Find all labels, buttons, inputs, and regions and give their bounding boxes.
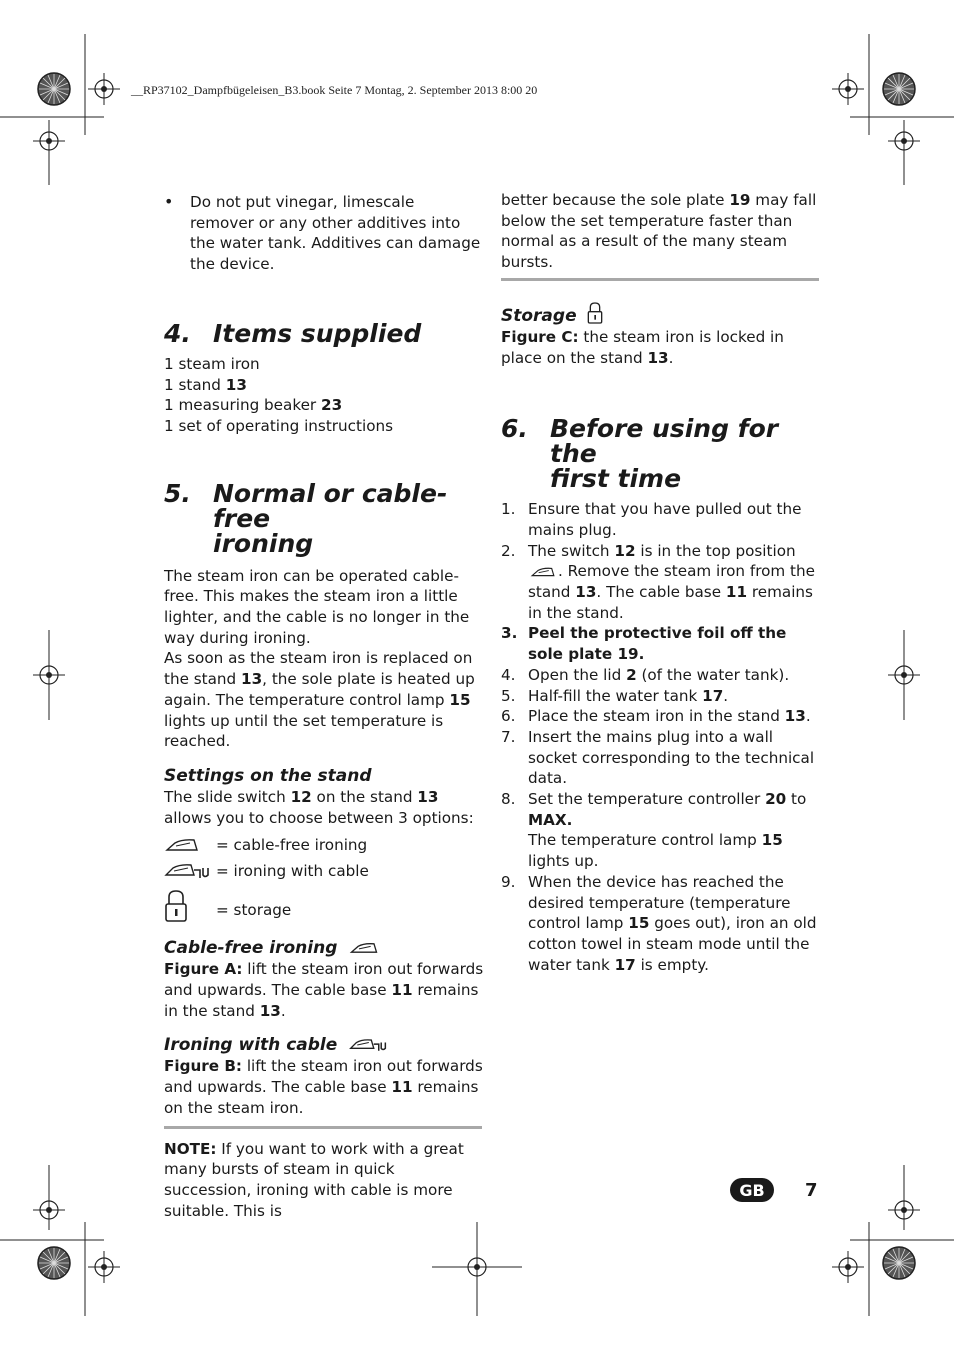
cable-free-iron-icon: [349, 941, 379, 955]
cable-free-paragraph: Figure A: lift the steam iron out forwards and upwards. The cable base 11 remains in the stand 13.: [164, 960, 484, 1020]
step-3: 3. Peel the protective foil off the sole plate 19.: [501, 624, 787, 664]
lock-icon: [164, 889, 216, 923]
settings-paragraph: The slide switch 12 on the stand 13 allows you to choose between 3 options:: [164, 787, 474, 827]
section-5-paragraph-2: As soon as the steam iron is replaced on the stand 13, the sole plate is heated up again. The temperature control lamp 15 lights up until the set temperature is reached.: [164, 649, 475, 751]
option-with-cable: [164, 860, 484, 882]
settings-heading: Settings on the stand: [164, 765, 372, 786]
item-stand: 1 stand 13: [164, 375, 247, 394]
step-5: 5. Half-fill the water tank 17.: [501, 686, 729, 705]
section-5-paragraph-1: The steam iron can be operated cable-free. This makes the steam iron a little lighter, and the cable is no longer in the way during ironing.: [164, 566, 470, 647]
step-4: 4. Open the lid 2 (of the water tank).: [501, 665, 790, 684]
section-5-heading: [164, 478, 484, 558]
option-with-cable-label: = ironing with cable: [216, 862, 369, 881]
setup-steps: [501, 499, 821, 975]
note-paragraph: NOTE: If you want to work with a great many bursts of steam in quick succession, ironing with cable is more suitable. This is: [164, 1139, 464, 1220]
storage-paragraph: Figure C: the steam iron is locked in place on the stand 13.: [501, 327, 784, 367]
item-steam-iron: 1 steam iron: [164, 354, 260, 373]
country-badge: GB: [730, 1178, 774, 1202]
section-4-heading: [164, 318, 484, 348]
page-number: 7: [805, 1179, 818, 1201]
item-measuring-beaker: 1 measuring beaker 23: [164, 396, 343, 415]
step-1: 1. Ensure that you have pulled out the mains plug.: [501, 500, 802, 539]
bullet-text: Do not put vinegar, limescale remover or any other additives into the water tank. Additives can damage the device.: [190, 193, 481, 274]
note-continuation: better because the sole plate 19 may fall below the set temperature faster than normal as a result of the many steam bursts.: [501, 191, 817, 272]
cable-free-iron-icon: [164, 837, 216, 853]
cable-iron-icon: [164, 862, 216, 880]
section-6-number: 6.: [501, 414, 528, 444]
step-7: 7. Insert the mains plug into a wall socket corresponding to the technical data.: [501, 727, 815, 788]
section-6-heading: [501, 414, 821, 494]
section-4-number: 4.: [164, 318, 191, 348]
bullet-item: [164, 192, 484, 275]
option-cable-free-label: = cable-free ironing: [216, 836, 368, 855]
cable-iron-icon: [349, 1037, 387, 1053]
with-cable-heading: Ironing with cable: [164, 1034, 484, 1056]
note-divider: [164, 1126, 482, 1129]
section-6-title: Before using for the first time: [550, 414, 779, 494]
step-8: 8. Set the temperature controller 20 to MAX. The temperature control lamp 15 lights up.: [501, 790, 807, 871]
left-column: [164, 190, 484, 1221]
page-footer: [730, 1178, 818, 1202]
lock-icon: [587, 301, 603, 325]
cable-free-heading: Cable-free ironing: [164, 937, 484, 959]
bullet-dot: •: [164, 192, 174, 211]
section-4-title: Items supplied: [213, 318, 422, 348]
note-end-divider: [501, 278, 819, 281]
section-5-title: Normal or cable-free ironing: [213, 478, 448, 558]
items-list: [164, 354, 484, 437]
storage-heading: Storage: [501, 305, 821, 327]
step-2: 2. The switch 12 is in the top position . Remove the steam iron from the stand 13. The cable base 11 remains in the stand.: [501, 541, 815, 622]
option-storage-label: = storage: [216, 901, 292, 920]
cable-free-iron-icon: [530, 566, 556, 578]
item-instructions: 1 set of operating instructions: [164, 416, 394, 435]
option-storage: [164, 888, 484, 924]
section-5-number: 5.: [164, 478, 191, 508]
option-cable-free: [164, 834, 484, 856]
step-9: 9. When the device has reached the desired temperature (temperature control lamp 15 goes out), iron an old cotton towel in steam mode until the water tank 17 is empty.: [501, 872, 817, 974]
with-cable-paragraph: Figure B: lift the steam iron out forwards and upwards. The cable base 11 remains on the steam iron.: [164, 1057, 483, 1117]
step-6: 6. Place the steam iron in the stand 13.: [501, 707, 811, 726]
file-header: __RP37102_Dampfbügeleisen_B3.book Seite 7 Montag, 2. September 2013 8:00 20: [131, 83, 538, 97]
right-column: [501, 190, 821, 975]
